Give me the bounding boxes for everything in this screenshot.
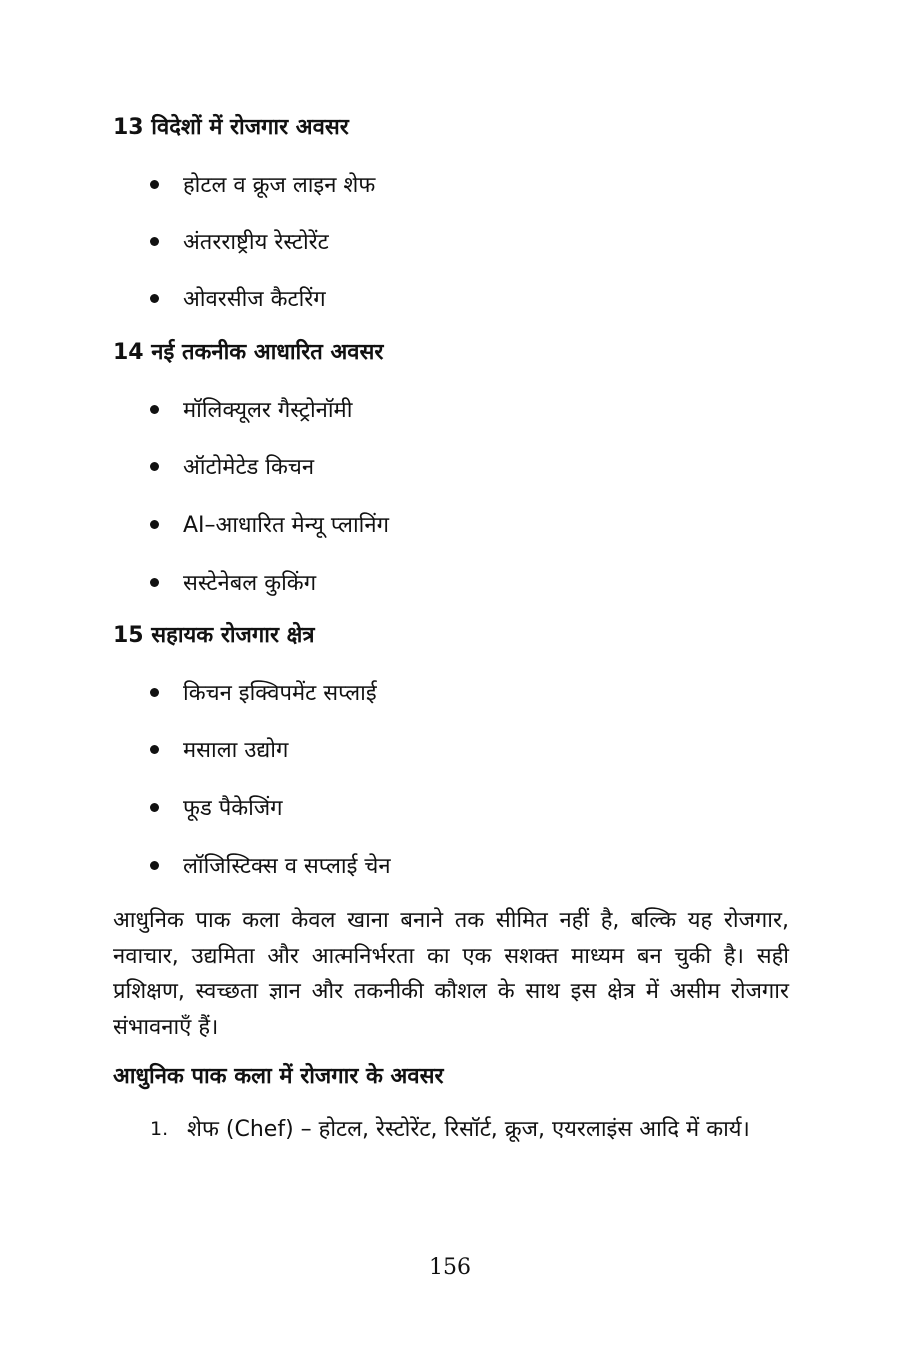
section-heading: 14 नई तकनीक आधारित अवसर [113,340,384,365]
list-item-text: होटल व क्रूज लाइन शेफ [183,173,376,198]
list-item-text: मसाला उद्योग [183,738,289,763]
list-number: 1. [150,1118,169,1140]
list-item [150,569,316,599]
list-item [150,171,375,201]
summary-paragraph: आधुनिक पाक कला केवल खाना बनाने तक सीमित नहीं है, बल्कि यह रोजगार, नवाचार, उद्यमिता और आत्मनिर्भरता का एक सशक्त माध्यम बन चुकी है। सही प्रशिक्षण, स्वच्छता ज्ञान और तकनीकी कौशल के साथ इस क्षेत्र में असीम रोजगार संभावनाएँ हैं। [113,908,789,1040]
section-heading: 15 सहायक रोजगार क्षेत्र [113,623,315,648]
careers-heading: आधुनिक पाक कला में रोजगार के अवसर [113,1064,444,1089]
list-item [150,396,352,426]
list-item-text: मॉलिक्यूलर गैस्ट्रोनॉमी [183,398,353,423]
list-item-text: AI–आधारित मेन्यू प्लानिंग [183,513,389,538]
bullet-icon [150,405,159,414]
page-number: 156 [429,1255,471,1280]
list-item [150,736,288,766]
list-item-text: सस्टेनेबल कुकिंग [183,571,317,596]
bullet-icon [150,578,159,587]
bullet-icon [150,861,159,870]
section-heading: 13 विदेशों में रोजगार अवसर [113,115,349,140]
list-item-text: लॉजिस्टिक्स व सप्लाई चेन [183,854,391,879]
list-item-text: किचन इक्विपमेंट सप्लाई [183,681,377,706]
bullet-icon [150,180,159,189]
list-item [150,228,329,258]
list-item [150,794,283,824]
bullet-icon [150,520,159,529]
bullet-icon [150,237,159,246]
list-item [150,679,377,709]
bullet-icon [150,462,159,471]
list-item-text: अंतरराष्ट्रीय रेस्टोरेंट [183,230,329,255]
list-item-text: शेफ (Chef) – होटल, रेस्टोरेंट, रिसॉर्ट, क्रूज, एयरलाइंस आदि में कार्य। [187,1117,750,1142]
list-item [150,511,389,541]
list-item [150,453,314,483]
bullet-icon [150,688,159,697]
list-item-text: ऑटोमेटेड किचन [183,455,315,480]
numbered-list-item [150,1112,789,1147]
list-item-text: ओवरसीज कैटरिंग [183,287,326,312]
bullet-icon [150,294,159,303]
bullet-icon [150,803,159,812]
list-item [150,852,391,882]
list-item [150,285,326,315]
bullet-icon [150,745,159,754]
list-item-text: फूड पैकेजिंग [183,796,283,821]
